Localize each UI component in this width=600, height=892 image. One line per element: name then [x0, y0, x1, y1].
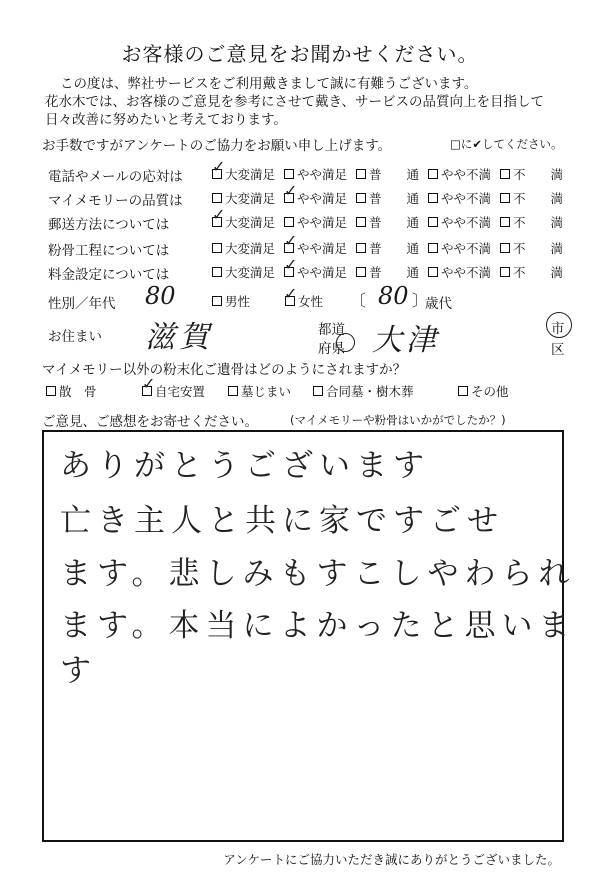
comment-line-4: ます。本当によかったと思います	[60, 608, 576, 689]
rating-checkbox[interactable]	[212, 193, 222, 203]
rating-checkbox[interactable]	[212, 243, 222, 253]
bracket-age-value: 80	[378, 282, 409, 310]
rating-option[interactable]	[500, 263, 563, 281]
rating-option[interactable]	[500, 165, 563, 183]
intro-line-2: 花水木では、お客様のご意見を参考にさせて戴き、サービスの品質向上を目指して	[45, 94, 544, 110]
rating-option-label: 普 通	[369, 241, 420, 256]
rating-checkbox[interactable]	[212, 267, 222, 277]
city-type-bottom: 区	[551, 342, 565, 358]
rating-checkbox[interactable]	[356, 243, 366, 253]
rating-option-label: 大変満足	[225, 241, 276, 256]
rating-checkbox[interactable]	[500, 193, 510, 203]
male-checkbox[interactable]	[212, 296, 222, 306]
rating-checkbox[interactable]	[284, 169, 294, 179]
check-mark-icon: ✓	[284, 255, 298, 274]
remains-option-label: 墓じまい	[241, 384, 292, 399]
rating-checkbox[interactable]	[500, 267, 510, 277]
comments-hint: (マイメモリーや粉骨はいかがでしたか？)	[290, 413, 506, 427]
rating-option[interactable]	[356, 213, 419, 231]
rating-option[interactable]	[428, 165, 491, 183]
comments-prompt: ご意見、ご感想をお寄せください。	[42, 414, 258, 430]
check-mark-icon: ✓	[284, 231, 298, 250]
remains-option-label: 散 骨	[59, 384, 97, 399]
rating-checkbox[interactable]	[500, 243, 510, 253]
pref-type-bottom: 府県	[318, 341, 345, 357]
rating-option-label: 不 満	[513, 241, 564, 256]
female-label: 女性	[298, 294, 324, 309]
rating-checkbox[interactable]	[284, 217, 294, 227]
rating-option-label: やや不満	[441, 265, 492, 280]
rating-option-label: やや不満	[441, 191, 492, 206]
check-mark-icon: ✓	[284, 181, 298, 200]
page-title: お客様のご意見をお聞かせください。	[121, 42, 479, 66]
male-option[interactable]	[212, 292, 250, 310]
rating-option-label: 普 通	[369, 215, 420, 230]
check-hint: □に✔してください。	[450, 137, 563, 151]
handwritten-age: 80	[145, 282, 176, 310]
rating-option[interactable]	[500, 189, 563, 207]
rating-option[interactable]	[356, 263, 419, 281]
rating-option-label: やや不満	[441, 215, 492, 230]
remains-checkbox[interactable]	[228, 386, 238, 396]
rating-checkbox[interactable]	[356, 193, 366, 203]
intro-line-3: 日々改善に努めたいと考えております。	[45, 112, 287, 128]
male-label: 男性	[225, 294, 251, 309]
rating-option-label: やや満足	[297, 167, 348, 182]
pref-circle-mark	[336, 333, 355, 352]
rating-option-label: 普 通	[369, 191, 420, 206]
remains-option[interactable]	[313, 382, 414, 400]
rating-checkbox[interactable]	[356, 169, 366, 179]
comment-line-3: ます。悲しみもすこしやわられ	[60, 556, 576, 592]
female-check-mark-icon: ✓	[284, 284, 298, 303]
rating-option[interactable]	[428, 213, 491, 231]
bracket-close: 〕	[412, 291, 429, 310]
rating-option[interactable]	[500, 239, 563, 257]
question-label: 電話やメールの応対は	[48, 169, 183, 185]
check-mark-icon: ✓	[212, 205, 226, 224]
prefecture-value: 滋賀	[145, 320, 213, 355]
rating-option-label: やや満足	[297, 241, 348, 256]
check-mark-icon: ✓	[212, 157, 226, 176]
question-label: 粉骨工程については	[48, 243, 170, 259]
question-label: 料金設定については	[48, 267, 170, 283]
rating-option[interactable]	[428, 263, 491, 281]
rating-option-label: やや満足	[297, 265, 348, 280]
rating-option[interactable]	[500, 213, 563, 231]
rating-option-label: 不 満	[513, 265, 564, 280]
rating-option[interactable]	[428, 239, 491, 257]
rating-option[interactable]	[356, 165, 419, 183]
age-suffix: 歳代	[425, 296, 452, 312]
rating-option[interactable]	[356, 189, 419, 207]
rating-option-label: 普 通	[369, 265, 420, 280]
survey-prompt: お手数ですがアンケートのご協力をお願い申し上げます。	[42, 138, 392, 154]
address-label: お住まい	[48, 329, 102, 345]
rating-checkbox[interactable]	[500, 217, 510, 227]
remains-option[interactable]	[458, 382, 509, 400]
rating-checkbox[interactable]	[428, 217, 438, 227]
remains-option[interactable]	[228, 382, 291, 400]
remains-option-label: その他	[471, 384, 509, 399]
check-mark-icon: ✓	[142, 374, 156, 393]
rating-option-label: やや不満	[441, 167, 492, 182]
remains-checkbox[interactable]	[46, 386, 56, 396]
rating-checkbox[interactable]	[356, 217, 366, 227]
rating-option[interactable]	[356, 239, 419, 257]
remains-option[interactable]	[46, 382, 97, 400]
rating-checkbox[interactable]	[428, 169, 438, 179]
rating-option-label: 不 満	[513, 191, 564, 206]
rating-option-label: やや満足	[297, 215, 348, 230]
bracket-open: 〔	[350, 291, 367, 310]
gender-age-label: 性別／年代	[48, 296, 116, 312]
rating-checkbox[interactable]	[428, 243, 438, 253]
other-remains-question: マイメモリー以外の粉末化ご遺骨はどのようにされますか？	[42, 362, 407, 378]
rating-option-label: 大変満足	[225, 167, 276, 182]
city-type-top: 市	[551, 321, 565, 337]
remains-option-label: 合同墓・樹木葬	[326, 384, 414, 399]
rating-option-label: 大変満足	[225, 265, 276, 280]
rating-option-label: やや不満	[441, 241, 492, 256]
rating-checkbox[interactable]	[428, 267, 438, 277]
rating-checkbox[interactable]	[356, 267, 366, 277]
remains-checkbox[interactable]	[458, 386, 468, 396]
rating-option-label: 大変満足	[225, 215, 276, 230]
city-circle-mark	[546, 312, 572, 338]
question-label: 郵送方法については	[48, 217, 170, 233]
rating-option-label: 大変満足	[225, 191, 276, 206]
footer-thanks: アンケートにご協力いただき誠にありがとうございました。	[223, 852, 560, 867]
comment-line-2: 亡き主人と共に家ですごせ	[60, 503, 504, 539]
rating-option[interactable]	[428, 189, 491, 207]
rating-option-label: 普 通	[369, 167, 420, 182]
pref-type-top: 都道	[318, 322, 345, 338]
rating-checkbox[interactable]	[428, 193, 438, 203]
city-value: 大津	[372, 323, 440, 358]
question-label: マイメモリーの品質は	[48, 193, 183, 209]
rating-checkbox[interactable]	[500, 169, 510, 179]
rating-option[interactable]	[284, 213, 347, 231]
rating-option-label: 不 満	[513, 215, 564, 230]
rating-option[interactable]	[212, 263, 275, 281]
intro-line-1: この度は、弊社サービスをご利用戴きまして誠に有難うございます。	[60, 76, 478, 92]
rating-option-label: 不 満	[513, 167, 564, 182]
comment-line-1: ありがとうございます	[60, 448, 430, 484]
rating-option[interactable]	[212, 239, 275, 257]
rating-option-label: やや満足	[297, 191, 348, 206]
remains-checkbox[interactable]	[313, 386, 323, 396]
remains-option-label: 自宅安置	[155, 384, 206, 399]
